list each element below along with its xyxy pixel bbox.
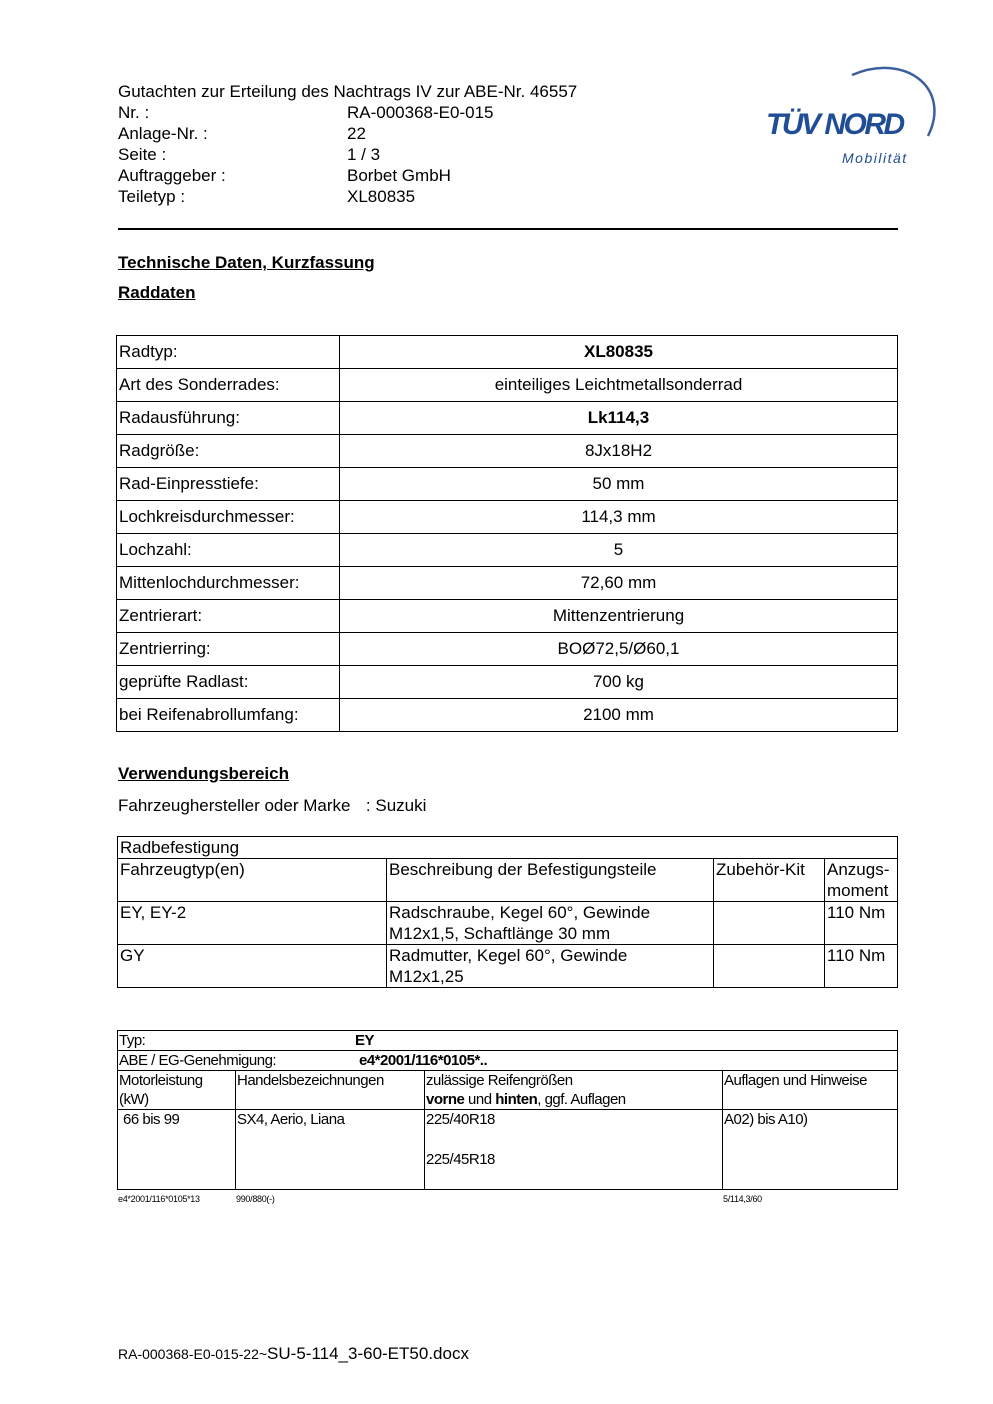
header-label: Anlage-Nr. :	[118, 124, 208, 143]
col-header: moment	[827, 881, 889, 900]
marke-label: Fahrzeughersteller oder Marke	[118, 796, 351, 815]
row-value: 2100 mm	[340, 699, 898, 732]
row-value: 5	[340, 534, 898, 567]
row-value: 114,3 mm	[340, 501, 898, 534]
col-header-moment	[825, 859, 898, 902]
row-label: bei Reifenabrollumfang:	[117, 699, 340, 732]
row-value: 700 kg	[340, 666, 898, 699]
typ-value: EY	[355, 1032, 375, 1049]
cell-reifen	[425, 1110, 723, 1190]
table-row	[118, 945, 898, 988]
col-header-motor	[118, 1071, 236, 1110]
logo-brand: TÜV NORD	[766, 108, 903, 141]
document-title: Gutachten zur Erteilung des Nachtrags IV zur ABE-Nr. 46557	[118, 82, 578, 101]
table-row	[117, 402, 898, 435]
row-value: 72,60 mm	[340, 567, 898, 600]
header-row-teiletyp	[118, 186, 577, 207]
row-value: Lk114,3	[340, 402, 898, 435]
table-row	[117, 699, 898, 732]
col-header-reifen	[425, 1071, 723, 1110]
vorne-label: vorne	[426, 1091, 465, 1108]
footnote-code: 990/880(-)	[236, 1194, 275, 1204]
table-row	[117, 468, 898, 501]
table-row	[117, 336, 898, 369]
header-value: 22	[347, 124, 366, 143]
header-label: Nr. :	[118, 103, 150, 122]
cell-motor: 66 bis 99	[118, 1110, 236, 1190]
table-row	[117, 666, 898, 699]
raddaten-table	[116, 335, 898, 732]
tire-size: 225/40R18	[426, 1111, 495, 1128]
row-value: Mittenzentrierung	[340, 600, 898, 633]
typ-cell	[118, 1031, 898, 1051]
desc-line: M12x1,25	[389, 967, 464, 986]
table-row	[117, 501, 898, 534]
header-row-nr	[118, 102, 577, 123]
row-value: 8Jx18H2	[340, 435, 898, 468]
row-value: BOØ72,5/Ø60,1	[340, 633, 898, 666]
abe-cell	[118, 1051, 898, 1071]
table-row	[117, 567, 898, 600]
footer-prefix: RA-000368-E0-015-22~	[118, 1346, 268, 1362]
header-value: 1 / 3	[347, 145, 381, 164]
table-row	[117, 369, 898, 402]
row-label: Lochkreisdurchmesser:	[117, 501, 340, 534]
row-label: Mittenlochdurchmesser:	[117, 567, 340, 600]
abe-value: e4*2001/116*0105*..	[359, 1052, 488, 1069]
cell-kit	[714, 902, 825, 945]
footer-file: SU-5-114_3-60-ET50.docx	[267, 1344, 469, 1363]
table-header-row	[118, 859, 898, 902]
table-row	[118, 902, 898, 945]
header-row-auftraggeber	[118, 165, 577, 186]
header-divider	[118, 228, 898, 230]
cell-handel: SX4, Aerio, Liana	[236, 1110, 425, 1190]
row-label: Zentrierring:	[117, 633, 340, 666]
col-header: Beschreibung der Befestigungsteile	[387, 859, 714, 902]
radbefestigung-table	[117, 836, 898, 988]
row-label: Radausführung:	[117, 402, 340, 435]
typ-label: Typ:	[119, 1032, 146, 1049]
abe-label: ABE / EG-Genehmigung:	[119, 1052, 277, 1069]
table-header-row	[118, 1071, 898, 1110]
row-label: Zentrierart:	[117, 600, 340, 633]
und-label: und	[464, 1091, 496, 1108]
desc-line: Radschraube, Kegel 60°, Gewinde	[389, 903, 651, 922]
typ-table	[117, 1030, 898, 1190]
verwendung-title: Verwendungsbereich	[118, 764, 289, 783]
footnote-lk: 5/114,3/60	[723, 1194, 762, 1204]
row-label: Rad-Einpresstiefe:	[117, 468, 340, 501]
table-row	[117, 435, 898, 468]
page-footer	[118, 1344, 469, 1364]
marke-line	[118, 796, 426, 816]
row-value: XL80835	[340, 336, 898, 369]
header-label: Teiletyp :	[118, 187, 186, 206]
col-header: Handelsbezeichnungen	[236, 1071, 425, 1110]
col-header: Zubehör-Kit	[714, 859, 825, 902]
table-row	[118, 1031, 898, 1051]
cell-typ: EY, EY-2	[118, 902, 387, 945]
table-row	[118, 1110, 898, 1190]
cell-moment: 110 Nm	[825, 902, 898, 945]
header-row-anlage	[118, 123, 577, 144]
table-row	[117, 600, 898, 633]
cell-auflagen: A02) bis A10)	[723, 1110, 898, 1190]
tuev-nord-logo	[740, 58, 950, 173]
header-value: XL80835	[347, 187, 416, 206]
marke-value: Suzuki	[375, 796, 427, 815]
cell-moment: 110 Nm	[825, 945, 898, 988]
table-row	[117, 534, 898, 567]
row-label: Radgröße:	[117, 435, 340, 468]
row-label: Art des Sonderrades:	[117, 369, 340, 402]
table-row	[118, 837, 898, 859]
row-label: geprüfte Radlast:	[117, 666, 340, 699]
section-subtitle: Raddaten	[118, 283, 196, 302]
tire-size: 225/45R18	[426, 1151, 495, 1168]
radbefestigung-title: Radbefestigung	[118, 837, 898, 859]
row-value: 50 mm	[340, 468, 898, 501]
row-label: Lochzahl:	[117, 534, 340, 567]
table-row	[117, 633, 898, 666]
section-title: Technische Daten, Kurzfassung	[118, 253, 375, 272]
auflagen-hint: , ggf. Auflagen	[537, 1091, 626, 1108]
cell-desc	[387, 902, 714, 945]
document-header	[118, 81, 577, 207]
header-value: RA-000368-E0-015	[347, 103, 494, 122]
header-label: Seite :	[118, 145, 167, 164]
col-header: zulässige Reifengrößen	[426, 1072, 573, 1089]
header-label: Auftraggeber :	[118, 166, 226, 185]
desc-line: Radmutter, Kegel 60°, Gewinde	[389, 946, 628, 965]
header-value: Borbet GmbH	[347, 166, 451, 185]
col-header: Auflagen und Hinweise	[723, 1071, 898, 1110]
col-header: (kW)	[119, 1091, 149, 1108]
col-header: Fahrzeugtyp(en)	[118, 859, 387, 902]
cell-typ: GY	[118, 945, 387, 988]
cell-kit	[714, 945, 825, 988]
hinten-label: hinten	[495, 1091, 538, 1108]
header-row-seite	[118, 144, 577, 165]
col-header: Motorleistung	[119, 1072, 203, 1089]
col-header: Anzugs-	[827, 860, 890, 879]
row-value: einteiliges Leichtmetallsonderrad	[340, 369, 898, 402]
table-row	[118, 1051, 898, 1071]
cell-desc	[387, 945, 714, 988]
desc-line: M12x1,5, Schaftlänge 30 mm	[389, 924, 611, 943]
logo-subtitle: Mobilität	[842, 150, 908, 166]
row-label: Radtyp:	[117, 336, 340, 369]
marke-separator: :	[365, 796, 371, 815]
footnote-abe: e4*2001/116*0105*13	[118, 1194, 200, 1204]
col-header-sub	[426, 1090, 721, 1109]
